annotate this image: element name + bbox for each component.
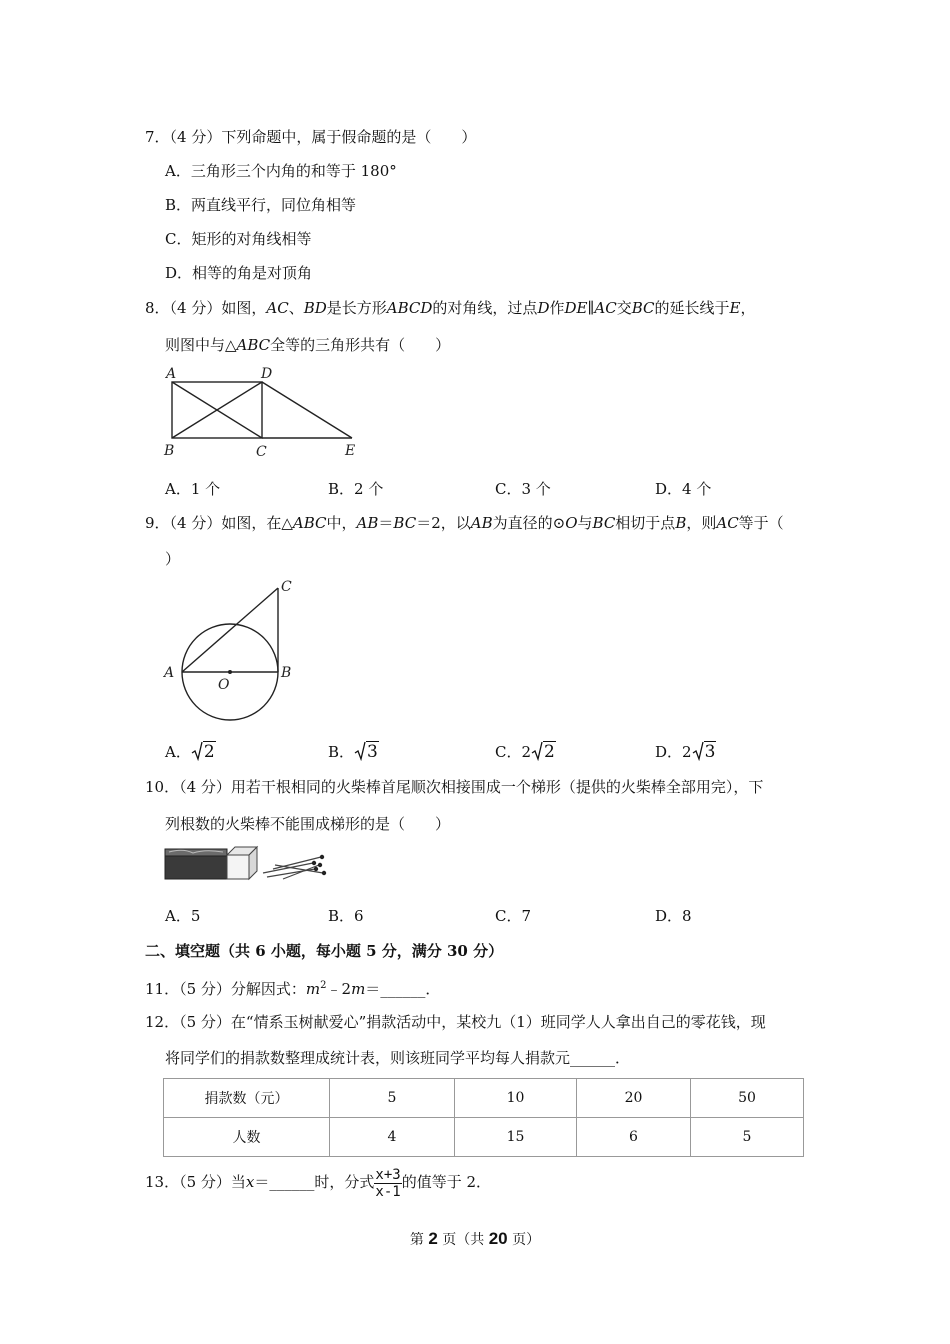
q11-text: 11．（5 分）分解因式： (145, 980, 306, 998)
q8-var: ABCD (386, 299, 433, 317)
match-head (314, 867, 318, 871)
q8-text: 作 (549, 299, 565, 317)
q9-center-point (228, 670, 232, 674)
q8-score: （4 分） (169, 299, 222, 317)
fraction-numerator: x+3 (375, 1166, 401, 1183)
q12-line2 (165, 1048, 630, 1068)
match-head (320, 855, 324, 859)
q9-text: ＝2，以 (416, 514, 471, 532)
q13-text: 时，分式 (314, 1173, 375, 1191)
q9-var: AB (470, 514, 493, 532)
q9-text: 如图，在△ (221, 514, 293, 532)
radical-sign-icon (191, 741, 203, 761)
q11-text: ． (425, 980, 441, 998)
q8-option-c: C．3 个 (495, 480, 551, 498)
q10-line2: 列根数的火柴棒不能围成梯形的是（ ） (165, 815, 451, 833)
q9-text: 与 (577, 514, 593, 532)
q13-text: ＝ (254, 1173, 270, 1191)
q9-text: ＝ (378, 514, 394, 532)
q10-line1: 10．（4 分）用若干根相同的火柴棒首尾顺次相接围成一个梯形（提供的火柴棒全部用完），下 (145, 778, 764, 796)
q8-text: 的延长线于 (654, 299, 730, 317)
q11-line (145, 976, 440, 999)
fraction-denominator: x-1 (375, 1183, 401, 1200)
footer-text: 页（共 (437, 1232, 489, 1248)
table-cell: 10 (455, 1079, 577, 1118)
q9-option-c (495, 741, 556, 762)
footer-text: 第 (409, 1232, 429, 1248)
q11-text: ＝ (365, 980, 381, 998)
q8-var: BC (631, 299, 655, 317)
q9-text: 等于（ (738, 514, 784, 532)
table-cell: 4 (330, 1118, 455, 1157)
q8-var: BD (303, 299, 327, 317)
q9-option-coef: 2 (682, 743, 692, 761)
page-number: 2 (428, 1229, 438, 1248)
table-header-cell: 捐款数（元） (164, 1079, 330, 1118)
q9-var: BC (393, 514, 417, 532)
table-row (164, 1079, 804, 1118)
q10-option-a: A．5 (165, 907, 201, 925)
q13-answer-blank: ______ (269, 1173, 315, 1191)
q9-options (0, 741, 950, 765)
table-cell: 50 (691, 1079, 804, 1118)
sqrt-symbol (354, 741, 379, 762)
q9-option-coef: 2 (521, 743, 532, 761)
q9-label-b: B (281, 665, 292, 681)
q9-radicand: 2 (544, 742, 555, 762)
q13-text: 的值等于 2． (401, 1173, 492, 1191)
match-stick (263, 863, 313, 873)
q8-text: 的对角线，过点 (432, 299, 538, 317)
q9-option-a (165, 741, 216, 762)
footer-text: 页） (507, 1232, 541, 1248)
table-header-cell: 人数 (164, 1118, 330, 1157)
matchbox-sleeve (165, 855, 227, 879)
radical-sign-icon (354, 741, 366, 761)
q9-option-letter: C． (495, 743, 522, 761)
q8-label-e: E (345, 443, 356, 459)
q9-radicand: 3 (367, 742, 378, 762)
sqrt-symbol (531, 741, 556, 762)
q8-text: 全等的三角形共有（ ） (270, 336, 451, 354)
matches-group (263, 857, 323, 879)
q8-text: 则图中与△ (165, 336, 237, 354)
q10-option-d: D．8 (655, 907, 692, 925)
q8-line1 (145, 298, 755, 318)
q12-text: ． (615, 1049, 631, 1067)
section-heading: 二、填空题（共 6 小题，每小题 5 分，满分 30 分） (145, 942, 504, 960)
q8-option-b: B．2 个 (328, 480, 384, 498)
q8-text: 、 (288, 299, 304, 317)
radical-sign-icon (531, 741, 543, 761)
q9-figure (160, 575, 300, 725)
q9-option-letter: D． (655, 743, 683, 761)
q8-segment-de (262, 382, 352, 438)
q8-options (0, 479, 950, 499)
q8-label-c: C (256, 444, 267, 460)
q9-text: 相切于点 (615, 514, 676, 532)
q11-answer-blank: ______ (380, 980, 426, 998)
q8-text: 是长方形 (326, 299, 387, 317)
q8-label-a: A (166, 366, 177, 382)
q9-option-letter: B． (328, 743, 355, 761)
q9-text: ，则 (686, 514, 717, 532)
q8-var: D (537, 299, 550, 317)
q8-var: ABC (236, 336, 271, 354)
q9-option-b (328, 741, 379, 762)
q7-stem: 7．（4 分）下列命题中，属于假命题的是（ ） (145, 128, 477, 146)
q9-line2: ） (165, 550, 181, 568)
table-cell: 5 (330, 1079, 455, 1118)
radical-sign-icon (692, 741, 704, 761)
q8-text: ， (740, 299, 756, 317)
matchbox-drawer (227, 855, 249, 879)
q8-var: E (729, 299, 741, 317)
q9-radicand: 2 (203, 742, 215, 762)
match-head (312, 861, 316, 865)
q8-figure (160, 362, 370, 462)
q9-option-d (655, 741, 716, 762)
match-head (318, 863, 322, 867)
donation-table (163, 1078, 804, 1157)
q7-option-b: B．两直线平行，同位角相等 (165, 196, 357, 214)
q12-line1: 12．（5 分）在“情系玉树献爱心”捐款活动中，某校九（1）班同学人人拿出自己的零花钱，现 (145, 1013, 766, 1031)
q13-var: x (245, 1173, 255, 1191)
q9-var: B (675, 514, 687, 532)
page-total: 20 (488, 1229, 508, 1248)
q9-var: AB (356, 514, 379, 532)
q10-options (0, 906, 950, 926)
matchbox-image (163, 843, 333, 883)
q9-var: ABC (292, 514, 327, 532)
table-cell: 5 (691, 1118, 804, 1157)
q12-text: 将同学们的捐款数整理成统计表，则该班同学平均每人捐款元 (165, 1049, 571, 1067)
q8-var: AC (266, 299, 289, 317)
match-head (322, 871, 326, 875)
q8-label-d: D (261, 366, 273, 382)
q13-fraction (374, 1167, 401, 1200)
q10-option-b: B．6 (328, 907, 364, 925)
q9-score: （4 分） (169, 514, 222, 532)
table-cell: 6 (577, 1118, 691, 1157)
q8-text: 交 (616, 299, 632, 317)
q8-option-d: D．4 个 (655, 480, 712, 498)
table-row (164, 1118, 804, 1157)
table-cell: 15 (455, 1118, 577, 1157)
q12-answer-blank: ______ (570, 1049, 616, 1067)
q9-label-a: A (164, 665, 175, 681)
q8-var: DE∥AC (564, 299, 617, 317)
q9-var: AC (716, 514, 739, 532)
q8-line2 (165, 335, 450, 355)
sqrt-symbol (692, 741, 717, 762)
q11-var: m (351, 980, 366, 998)
q9-label-c: C (281, 579, 292, 595)
table-cell: 20 (577, 1079, 691, 1118)
q8-text: 如图， (221, 299, 267, 317)
q9-text: 为直径的⊙ (492, 514, 566, 532)
q9-var: BC (592, 514, 616, 532)
q7-option-d: D．相等的角是对顶角 (165, 264, 313, 282)
q8-label-b: B (164, 443, 175, 459)
q7-option-c: C．矩形的对角线相等 (165, 230, 312, 248)
q13-line (145, 1163, 491, 1203)
q8-option-a: A．1 个 (165, 480, 221, 498)
q9-line1 (145, 513, 784, 533)
q9-var: O (565, 514, 578, 532)
q9-radicand: 3 (704, 742, 716, 762)
q13-text: 13．（5 分）当 (145, 1173, 246, 1191)
page-footer (0, 1229, 950, 1250)
q11-exponent: 2 (320, 980, 327, 991)
q11-var: m (305, 980, 321, 998)
q9-option-letter: A． (165, 743, 191, 761)
q9-number: 9． (145, 514, 170, 532)
q10-option-c: C．7 (495, 907, 532, 925)
q9-label-o: O (218, 677, 230, 693)
q9-segment-ac (182, 588, 278, 672)
q8-number: 8． (145, 299, 170, 317)
q9-text: 中， (326, 514, 357, 532)
q7-option-a: A．三角形三个内角的和等于 180° (165, 162, 397, 180)
sqrt-symbol (191, 741, 216, 762)
q11-text: ﹣2 (326, 980, 352, 998)
